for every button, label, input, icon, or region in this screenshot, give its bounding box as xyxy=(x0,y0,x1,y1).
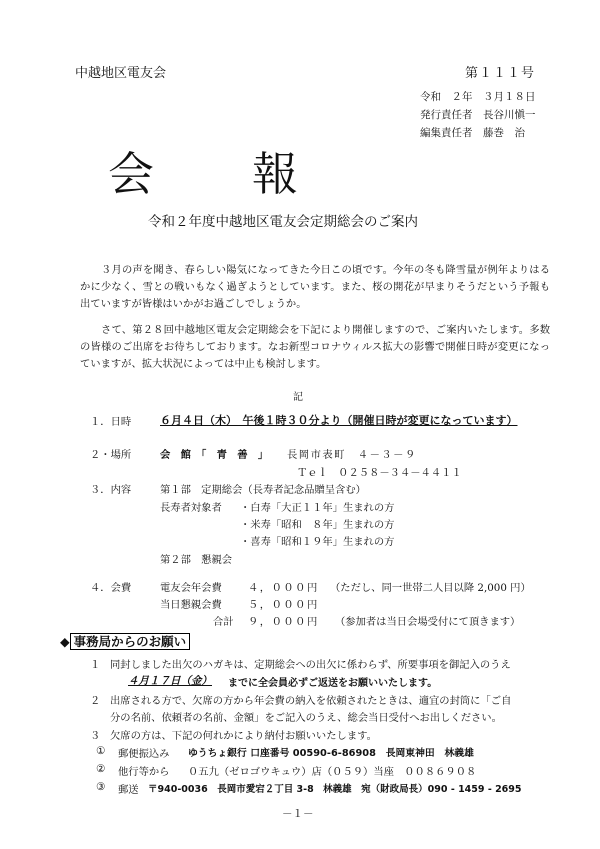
fee-amount: ４，０００円 xyxy=(248,582,319,594)
fee-name: 合計 xyxy=(213,616,234,628)
request-item-number: ２ xyxy=(90,695,101,707)
payment-detail: 〒940-0036 長岡市愛宕２丁目 3-8 林義雄 宛（財政局長）090 - 1459 - 2695 xyxy=(148,784,522,795)
content-part1: 第１部 定期総会（長寿者記念品贈呈含む） xyxy=(160,484,366,496)
page-number: －１－ xyxy=(282,808,314,820)
request-item2-line1: 出席される方で、欠席の方から年会費の納入を依頼されたときは、適宜の封筒に「ご自 xyxy=(110,695,512,707)
request-item2-line2: 分の名前、依頼者の名前、金額」をご記入のうえ、総会当日受付へお出しください。 xyxy=(110,712,502,724)
publication-date: 令和 ２年 ３月１８日 xyxy=(420,91,536,103)
place-label: ２・場所 xyxy=(90,449,132,461)
payment-method: 他行等から xyxy=(118,766,170,778)
fee-note: （ただし、同一世帯二人目以降 2,000 円） xyxy=(330,582,531,594)
payment-number: ③ xyxy=(96,781,106,793)
elder-item: ・喜寿「昭和１９年」生まれの方 xyxy=(240,536,395,548)
payment-detail: ０五九（ゼロゴウキュウ）店（０５９）当座 ００８６９０８ xyxy=(188,766,477,778)
fee-note: （参加者は当日会場受付にて頂きます） xyxy=(335,616,521,628)
publication-meta xyxy=(420,88,536,142)
request-item-number: ３ xyxy=(90,730,101,742)
fee-label: ４．会費 xyxy=(90,582,132,594)
date-label: １．日時 xyxy=(90,416,132,428)
place-name: 会 館 「 青 善 」 xyxy=(160,449,269,461)
organization-name: 中越地区電友会 xyxy=(75,66,167,81)
elder-label: 長寿者対象者 xyxy=(160,502,222,514)
request-title: 事務局からのお願い xyxy=(70,633,191,650)
payment-number: ② xyxy=(96,763,106,775)
notice-paragraph: さて、第２８回中越地区電友会定期総会を下記により開催しますので、ご案内いたします。多数の皆様のご出席をお待ちしております。なお新型コロナウィルス拡大の影響で開催日時が変更になっていますが、拡大状況によっては中止も検討します。 xyxy=(80,324,550,370)
elder-item: ・米寿「昭和 ８年」生まれの方 xyxy=(240,519,395,531)
content-part2: 第２部 懇親会 xyxy=(160,554,233,566)
place-address: 長岡市表町 ４－３－９ xyxy=(287,449,417,461)
newsletter-title: 会 報 xyxy=(108,147,324,201)
diamond-icon: ◆ xyxy=(60,634,70,649)
intro-paragraph: ３月の声を聞き、春らしい陽気になってきた今日この頃です。今年の冬も降雪量が例年よりはるかに少なく、雪との戦いもなく過ぎようとしています。また、桜の開花が早まりそうだという予報も出ていますが皆様はいかがお過ごしでしょうか。 xyxy=(80,264,550,310)
fee-amount: ９，０００円 xyxy=(248,616,319,628)
request-item1-line2: までに全会員必ずご返送をお願いいたします。 xyxy=(228,678,438,689)
announcement-heading: 令和２年度中越地区電友会定期総会のご案内 xyxy=(148,214,418,230)
payment-method: 郵便振込み xyxy=(118,748,170,760)
date-value: ６月４日（木） 午後１時３０分より（開催日時が変更になっています） xyxy=(160,414,518,427)
request-deadline: ４月１７日（金） xyxy=(128,675,212,687)
fee-name: 当日懇親会費 xyxy=(160,599,222,611)
request-item3-line1: 欠席の方は、下記の何れかにより納付お願いいたします。 xyxy=(110,730,377,742)
request-item1-line1: 同封しました出欠のハガキは、定期総会への出欠に係わらず、所要事項を御記入のうえ xyxy=(110,659,511,671)
editor: 編集責任者 藤巻 治 xyxy=(420,127,525,139)
request-item-number: １ xyxy=(90,659,101,671)
ki-marker: 記 xyxy=(293,392,303,403)
payment-number: ① xyxy=(96,745,106,757)
issue-number: 第１１１号 xyxy=(465,66,536,81)
payment-detail: ゆうちょ銀行 口座番号 00590-6-86908 長岡東神田 林義雄 xyxy=(188,748,474,759)
place-tel: Ｔｅｌ ０２５８－３４－４４１１ xyxy=(297,467,462,479)
content-label: ３．内容 xyxy=(90,484,132,496)
fee-name: 電友会年会費 xyxy=(160,582,222,594)
fee-amount: ５，０００円 xyxy=(248,599,319,611)
payment-method: 郵送 xyxy=(118,784,139,796)
request-heading xyxy=(60,632,190,650)
elder-item: ・白寿「大正１１年」生まれの方 xyxy=(240,502,395,514)
publisher: 発行責任者 長谷川愼一 xyxy=(420,109,536,121)
